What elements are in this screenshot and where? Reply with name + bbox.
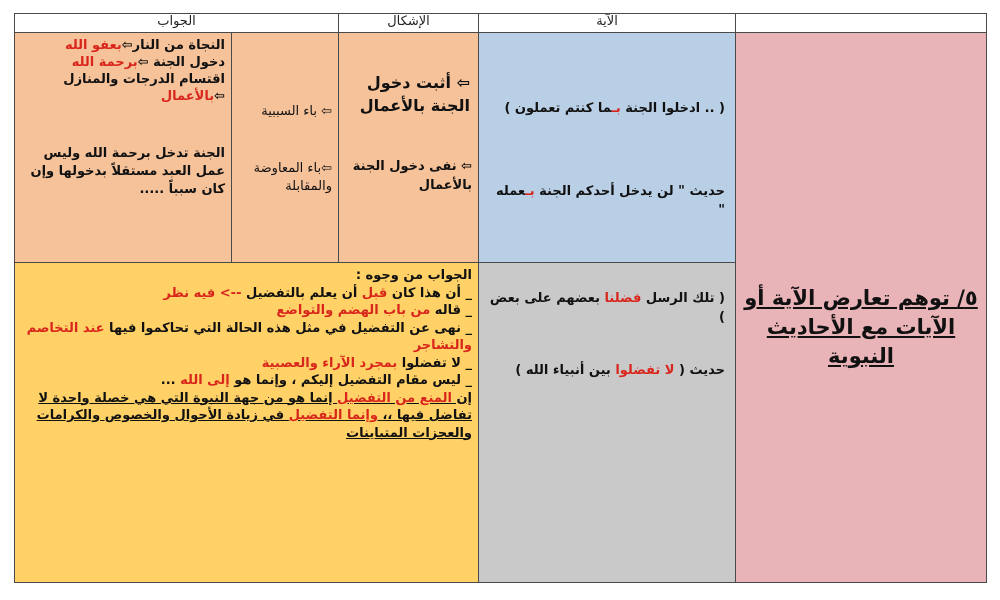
jawab2-line-3: _ نهى عن التفضيل في مثل هذه الحالة التي تحاكموا فيها عند التخاصم والتشاجر bbox=[26, 320, 472, 353]
jawab2-line-5: _ ليس مقام التفضيل إليكم ، وإنما هو إلى الله ... bbox=[160, 373, 472, 388]
jawab2-intro: الجواب من وجوه : bbox=[355, 268, 472, 283]
jawab-line-2: دخول الجنة ⇦برحمة الله bbox=[71, 55, 225, 70]
header-ishkal: الإشكال bbox=[339, 14, 479, 33]
header-jawab: الجواب bbox=[15, 14, 339, 33]
jawab2-line-1: _ أن هذا كان قبل أن يعلم بالتفضيل --> فيه نظر bbox=[163, 285, 472, 301]
jawab-baa-muawada: ⇦باء المعاوضة والمقابلة bbox=[253, 161, 332, 194]
ayah-verse-2: ( تلك الرسل فضلنا بعضهم على بعض ) bbox=[489, 291, 725, 325]
section-title-cell bbox=[736, 33, 987, 583]
section-number: ٥/ bbox=[957, 286, 978, 310]
ayah-hadith-1: حديث " لن يدخل أحدكم الجنة بـعمله " bbox=[496, 184, 725, 218]
header-title-col bbox=[736, 14, 987, 33]
ishkal-negate: ⇦ نفى دخول الجنة بالأعمال bbox=[352, 159, 472, 193]
ishkal-affirm: ⇦ أثبت دخول الجنة بالأعمال bbox=[359, 73, 470, 115]
ayah-verse-1: ( .. ادخلوا الجنة بـما كنتم تعملون ) bbox=[504, 101, 725, 116]
comparison-table bbox=[14, 13, 987, 583]
jawab-cell-2 bbox=[15, 263, 479, 583]
jawab-line-1: النجاة من النار⇦بعفو الله bbox=[64, 38, 225, 53]
section-title bbox=[736, 284, 986, 371]
jawab2-line-6: إن المنع من التفضيل إنما هو من جهة النبوة التي هي خصلة واحدة لا تفاضل فيها ،، وإنما التفضيل في زيادة الأحوال والخصوص والكرامات والعجزات المتباينات bbox=[36, 390, 472, 441]
jawab2-block bbox=[15, 267, 478, 442]
section-title-text: توهم تعارض الآية أو الآيات مع الأحاديث النبوية bbox=[744, 286, 958, 368]
ishkal-cell-1 bbox=[339, 33, 479, 263]
jawab-line-4: الجنة تدخل برحمة الله وليس عمل العبد مستقلاً بدخولها وإن كان سبباً ..... bbox=[30, 146, 225, 197]
jawab2-line-2: _ قاله من باب الهضم والتواضع bbox=[276, 303, 472, 318]
ayah-hadith-2: حديث ( لا تفضلوا بين أنبياء الله ) bbox=[515, 363, 725, 378]
ayah-cell-1 bbox=[479, 33, 736, 263]
header-ayah: الآية bbox=[479, 14, 736, 33]
jawab-cell-1a bbox=[232, 33, 339, 263]
jawab-baa-sababiya: ⇦ باء السببية bbox=[261, 104, 332, 119]
ayah-cell-2 bbox=[479, 263, 736, 583]
jawab2-line-4: _ لا تفضلوا بمجرد الآراء والعصبية bbox=[261, 355, 472, 371]
jawab-cell-1b bbox=[15, 33, 232, 263]
jawab-line-3: اقتسام الدرجات والمنازل ⇦بالأعمال bbox=[63, 72, 225, 104]
